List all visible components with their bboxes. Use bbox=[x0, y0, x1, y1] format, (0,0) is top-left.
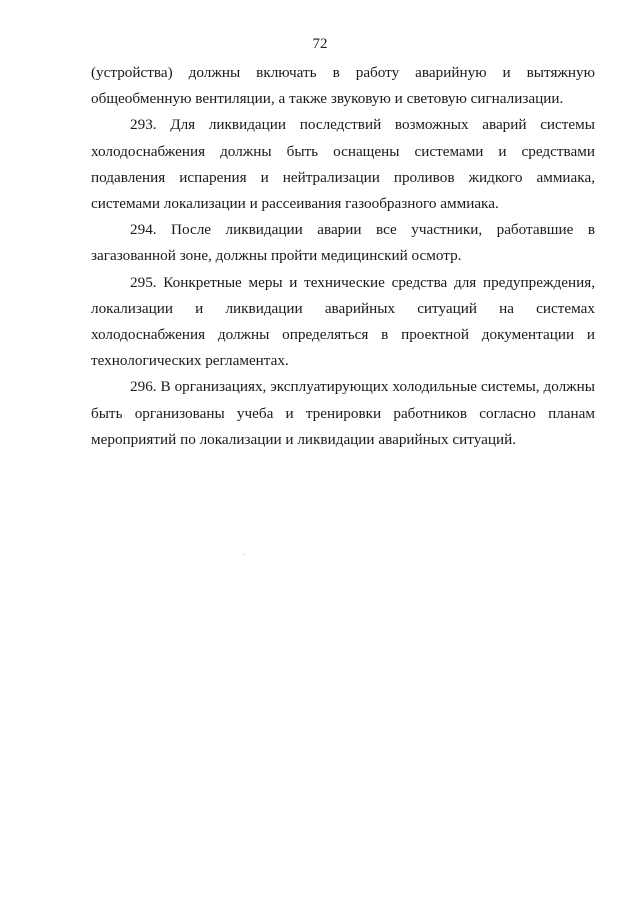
paragraph-295: 295. Конкретные меры и технические средства для предупреждения, локализации и ликвидации аварийных ситуаций на системах холодоснабжения должны определяться в проектной документации и технологических регламентах. bbox=[91, 273, 595, 370]
paragraph-293: 293. Для ликвидации последствий возможных аварий системы холодоснабжения должны быть оснащены системами и средствами подавления испарения и нейтрализации проливов жидкого аммиака, системами локализации и рассеивания газообразного аммиака. bbox=[91, 116, 595, 213]
scan-speck bbox=[244, 554, 245, 555]
page-number: 72 bbox=[312, 36, 328, 52]
paragraph-296: 296. В организациях, эксплуатирующих холодильные системы, должны быть организованы учеба и тренировки работников согласно планам мероприятий по локализации и ликвидации аварийных ситуаций. bbox=[91, 378, 595, 448]
document-body bbox=[91, 60, 595, 453]
paragraph-continuation: (устройства) должны включать в работу аварийную и вытяжную общеобменную вентиляции, а также звуковую и световую сигнализации. bbox=[91, 64, 595, 108]
paragraph-294: 294. После ликвидации аварии все участники, работавшие в загазованной зоне, должны пройти медицинский осмотр. bbox=[91, 221, 595, 265]
